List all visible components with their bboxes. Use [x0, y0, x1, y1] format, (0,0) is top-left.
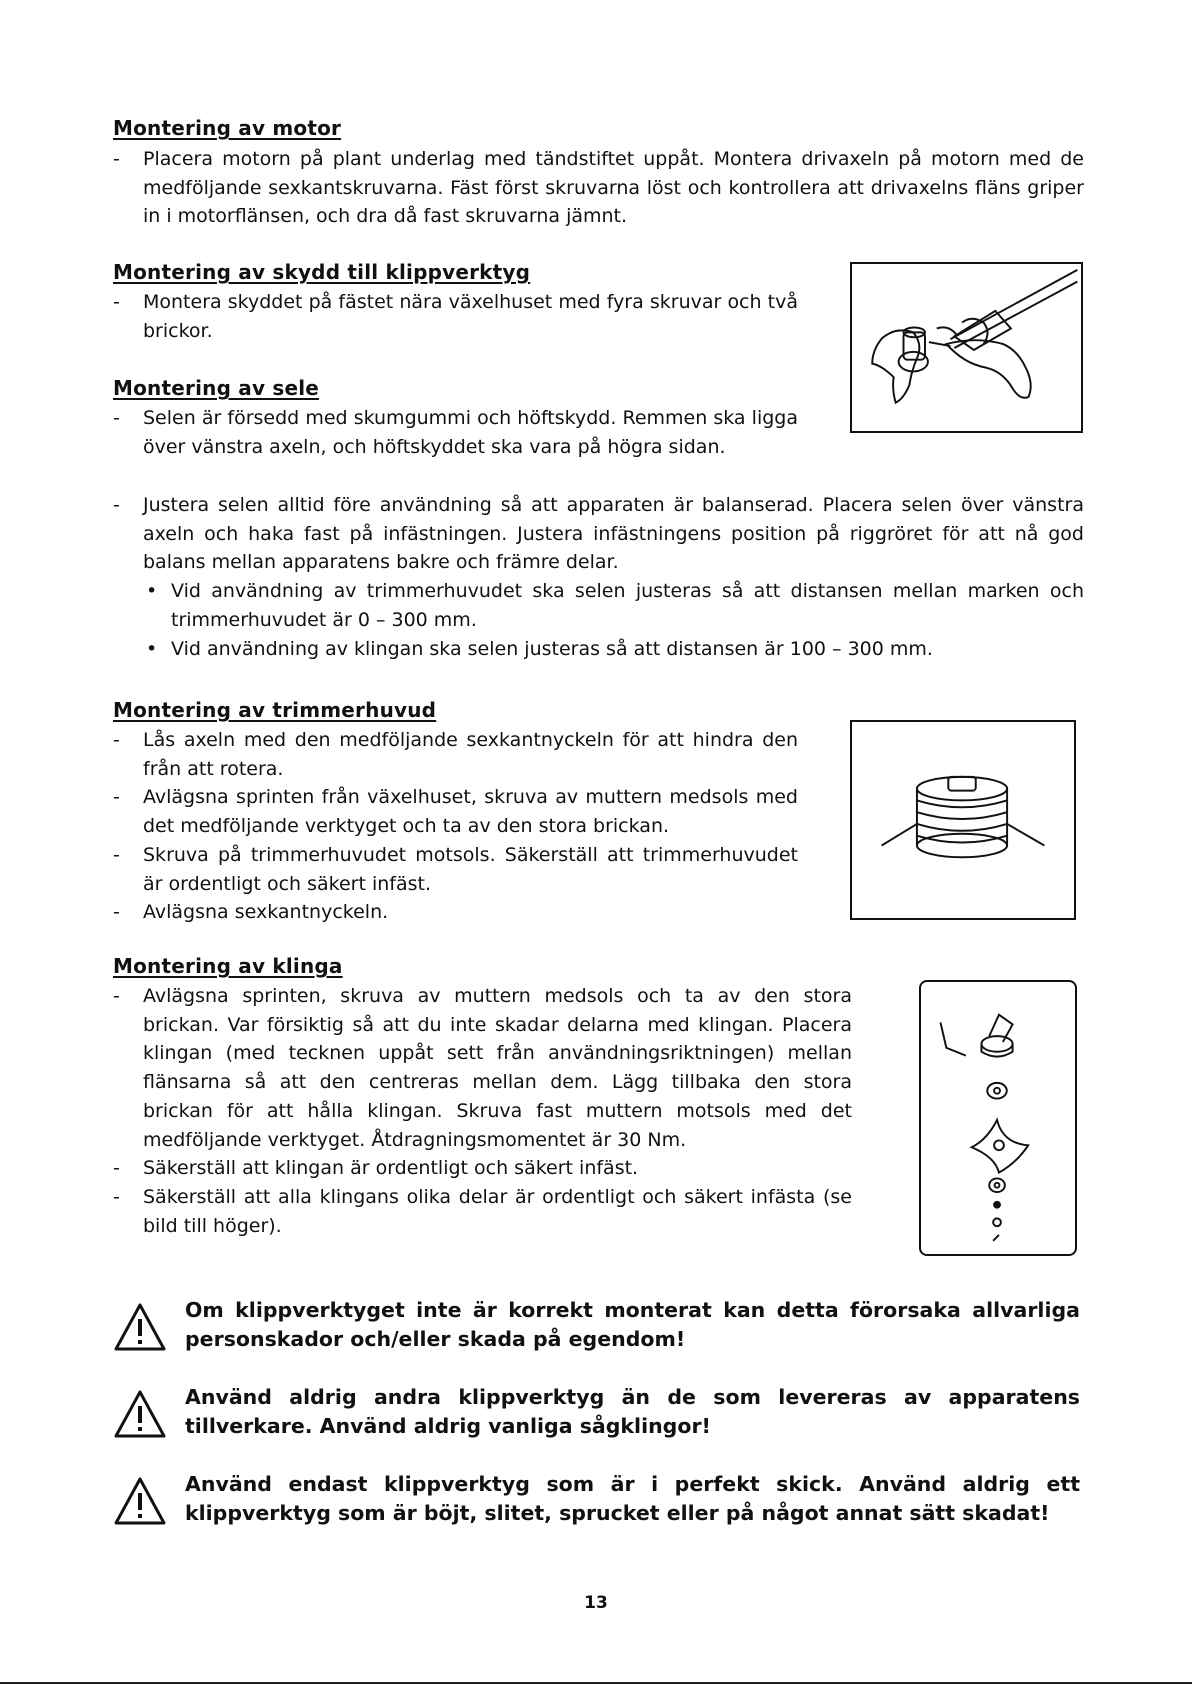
section-blade-body: [113, 982, 852, 1240]
dash-marker: -: [113, 843, 120, 866]
bullet-marker: •: [146, 637, 158, 660]
dash-marker: -: [113, 291, 120, 313]
list-item: - Lås axeln med den medföljande sexkantnyckeln för att hindra den från att rotera.: [113, 726, 798, 783]
warning-triangle-icon: [113, 1389, 167, 1439]
warning-triangle-icon: [113, 1302, 167, 1352]
list-item: - Avlägsna sprinten från växelhuset, skruva av muttern medsols med det medföljande verktyget och ta av den stora brickan.: [113, 783, 798, 840]
dash-marker: -: [113, 148, 120, 170]
dash-marker: -: [113, 1185, 120, 1208]
dash-marker: -: [113, 494, 120, 516]
bullet-item: • Vid användning av klingan ska selen justeras så att distansen är 100 – 300 mm.: [113, 635, 1084, 664]
heading-guard: Montering av skydd till klippverktyg: [113, 260, 531, 284]
list-item: - Montera skyddet på fästet nära växelhuset med fyra skruvar och två brickor.: [113, 288, 798, 345]
list-item: - Avlägsna sprinten, skruva av muttern medsols och ta av den stora brickan. Var försiktig så att du inte skadar delarna med klingan. Placera klingan (med tecknen uppåt sett från användningsriktningen) mellan flänsarna så att den centreras mellan dem. Lägg tillbaka den stora brickan för att hålla klingan. Skruva fast muttern motsols med det medföljande verktyget. Åtdragningsmomentet är 30 Nm.: [113, 982, 852, 1154]
section-harness-body-2: [113, 491, 1084, 663]
blade-assembly-drawing: [921, 982, 1075, 1254]
warning-3: [113, 1470, 1083, 1530]
bullet-marker: •: [146, 580, 158, 603]
heading-harness: Montering av sele: [113, 376, 320, 400]
list-item: - Skruva på trimmerhuvudet motsols. Säkerställ att trimmerhuvudet är ordentligt och säkert infäst.: [113, 841, 798, 898]
trimmer-guard-drawing: [852, 264, 1081, 431]
bullet-item: • Vid användning av trimmerhuvudet ska selen justeras så att distansen mellan marken och trimmerhuvudet är 0 – 300 mm.: [113, 577, 1084, 634]
section-harness-body-1: [113, 404, 798, 461]
dash-marker: -: [113, 786, 120, 809]
guard-illustration: [850, 262, 1083, 433]
list-item: - Säkerställ att alla klingans olika delar är ordentligt och säkert infästa (se bild till höger).: [113, 1183, 852, 1240]
warning-1: [113, 1296, 1083, 1356]
list-item: - Placera motorn på plant underlag med tändstiftet uppåt. Montera drivaxeln på motorn med de medföljande sexkantskruvarna. Fäst först skruvarna löst och kontrollera att drivaxelns fläns griper in i motorflänsen, och dra då fast skruvarna jämnt.: [113, 145, 1084, 231]
warning-2: [113, 1383, 1083, 1443]
trimmer-head-drawing: [852, 722, 1074, 918]
list-item: - Säkerställ att klingan är ordentligt och säkert infäst.: [113, 1154, 852, 1183]
dash-marker: -: [113, 901, 120, 924]
dash-marker: -: [113, 729, 120, 751]
heading-trimmer: Montering av trimmerhuvud: [113, 698, 437, 722]
dash-marker: -: [113, 985, 120, 1007]
warning-text: Använd aldrig andra klippverktyg än de som levereras av apparatens tillverkare. Använd aldrig vanliga sågklingor!: [185, 1385, 1080, 1438]
trimmer-head-illustration: [850, 720, 1076, 920]
section-motor-body: [113, 145, 1084, 231]
list-item: - Avlägsna sexkantnyckeln.: [113, 898, 798, 927]
list-item: - Selen är försedd med skumgummi och höftskydd. Remmen ska ligga över vänstra axeln, och höftskyddet ska vara på högra sidan.: [113, 404, 798, 461]
page-number: 13: [584, 1593, 608, 1613]
warning-triangle-icon: [113, 1476, 167, 1526]
heading-motor: Montering av motor: [113, 116, 342, 140]
dash-marker: -: [113, 1157, 120, 1180]
dash-marker: -: [113, 407, 120, 429]
section-guard-body: [113, 288, 798, 345]
bottom-rule: [0, 1682, 1192, 1684]
section-trimmer-body: [113, 726, 798, 927]
warning-text: Använd endast klippverktyg som är i perfekt skick. Använd aldrig ett klippverktyg som är böjt, slitet, sprucket eller på något annat sätt skadat!: [185, 1472, 1080, 1525]
blade-assembly-illustration: [919, 980, 1077, 1256]
list-item: - Justera selen alltid före användning så att apparaten är balanserad. Placera selen över vänstra axeln och haka fast på infästningen. Justera infästningens position på riggröret för att nå god balans mellan apparatens bakre och främre delar.: [113, 491, 1084, 577]
heading-blade: Montering av klinga: [113, 954, 343, 978]
warning-text: Om klippverktyget inte är korrekt monterat kan detta förorsaka allvarliga personskador och/eller skada på egendom!: [185, 1298, 1080, 1351]
